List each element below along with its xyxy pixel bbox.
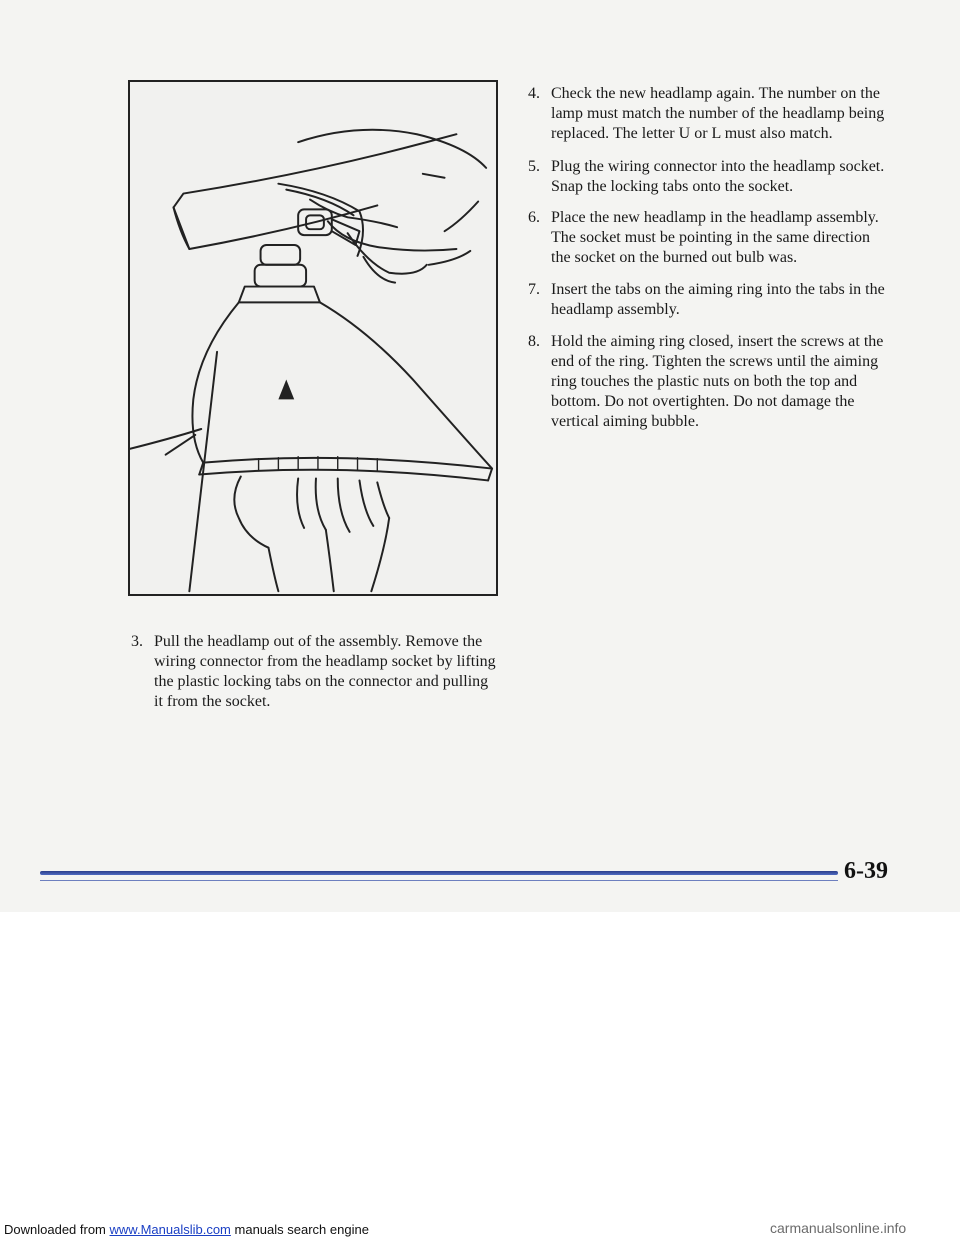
instruction-step-7 <box>528 280 928 320</box>
step-number: 8. <box>528 333 540 350</box>
step-number: 5. <box>528 158 540 175</box>
step-number: 6. <box>528 209 540 226</box>
step-text <box>551 84 884 144</box>
footer-rule-thin <box>40 880 838 881</box>
step-number: 7. <box>528 281 540 298</box>
watermark-text: carmanualsonline.info <box>770 1220 907 1236</box>
page-number: 6-39 <box>844 858 888 884</box>
footer-rule <box>40 871 838 875</box>
instruction-step-6 <box>528 208 928 268</box>
step-line: Pull the headlamp out of the assembly. Remove the <box>154 633 483 650</box>
download-footer <box>4 1222 369 1237</box>
step-line: Check the new headlamp again. The number on the <box>551 85 880 102</box>
step-line: wiring connector from the headlamp socket by lifting <box>154 653 496 670</box>
step-line: lamp must match the number of the headlamp being <box>551 105 885 122</box>
manualslib-link[interactable]: www.Manualslib.com <box>109 1222 231 1237</box>
instruction-step-5 <box>528 157 928 197</box>
footer-suffix: manuals search engine <box>234 1222 369 1237</box>
step-text <box>551 280 885 320</box>
headlamp-removal-illustration <box>128 80 498 596</box>
instruction-step-8 <box>528 332 928 432</box>
step-line: replaced. The letter U or L must also match. <box>551 125 833 142</box>
step-number: 4. <box>528 85 540 102</box>
footer-prefix: Downloaded from <box>4 1222 106 1237</box>
step-line: headlamp assembly. <box>551 301 680 318</box>
step-text <box>551 208 879 268</box>
instruction-step-3 <box>131 632 511 712</box>
step-text <box>551 332 883 432</box>
illustration-drawing <box>130 82 496 594</box>
step-line: end of the ring. Tighten the screws until the aiming <box>551 353 879 370</box>
step-line: ring touches the plastic nuts on both the top and <box>551 373 858 390</box>
step-line: Snap the locking tabs onto the socket. <box>551 178 794 195</box>
step-text <box>154 632 496 712</box>
step-line: Place the new headlamp in the headlamp assembly. <box>551 209 879 226</box>
step-line: it from the socket. <box>154 693 271 710</box>
step-line: The socket must be pointing in the same direction <box>551 229 871 246</box>
step-line: vertical aiming bubble. <box>551 413 699 430</box>
step-number: 3. <box>131 633 143 650</box>
instruction-step-4 <box>528 84 928 144</box>
step-line: bottom. Do not overtighten. Do not damage the <box>551 393 855 410</box>
step-line: the plastic locking tabs on the connector and pulling <box>154 673 489 690</box>
step-text <box>551 157 884 197</box>
step-line: Plug the wiring connector into the headlamp socket. <box>551 158 885 175</box>
step-line: the socket on the burned out bulb was. <box>551 249 798 266</box>
step-line: Insert the tabs on the aiming ring into the tabs in the <box>551 281 885 298</box>
step-line: Hold the aiming ring closed, insert the screws at the <box>551 333 884 350</box>
